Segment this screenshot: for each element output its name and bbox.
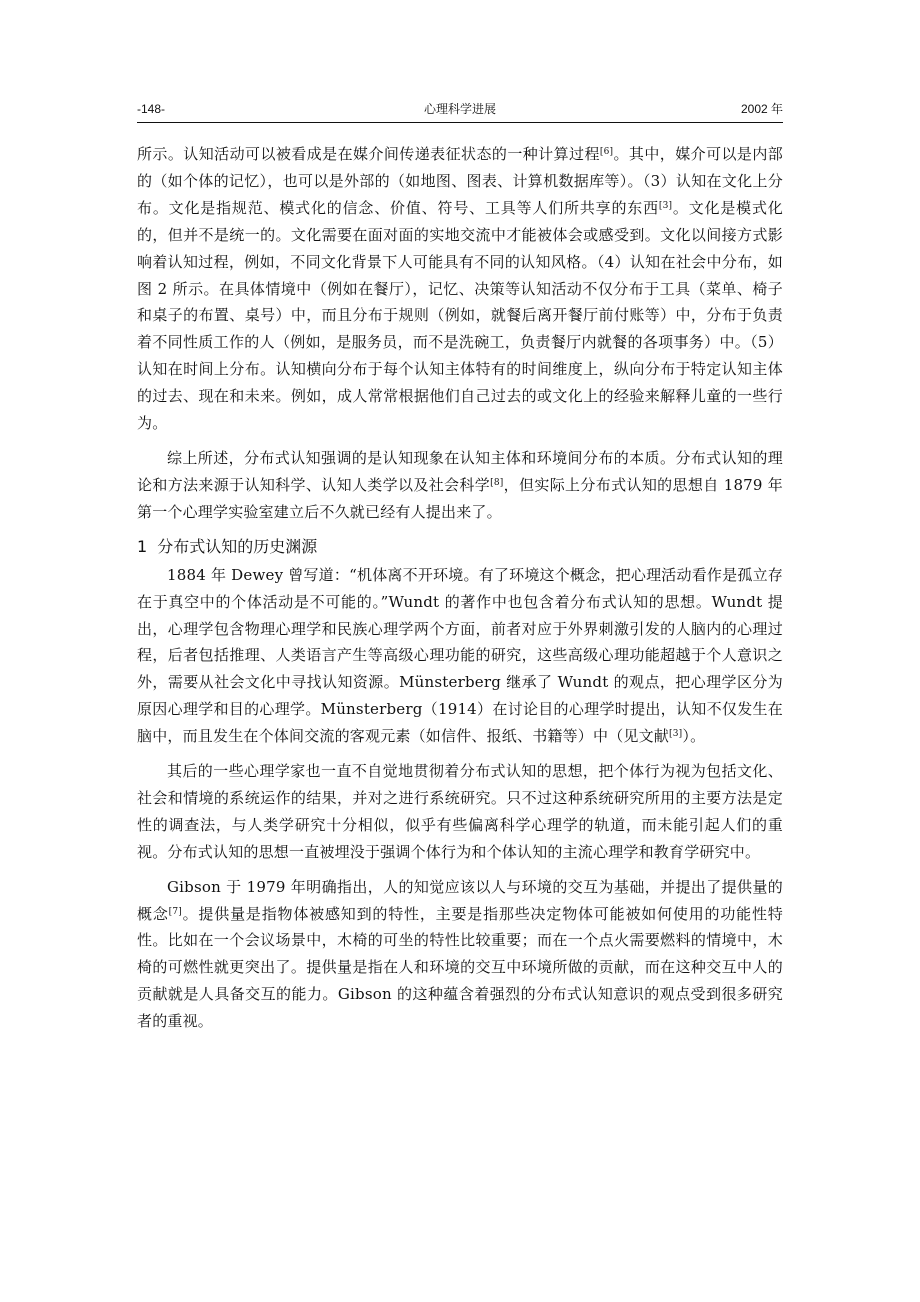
paragraph-text: ，但实际上分布式认知的思想自 1879 年第一个心理学实验室建立后不久就已经有人提出来了。 [137,475,783,521]
paragraph-text: ）。 [682,727,706,746]
citation: [8] [490,477,504,488]
citation: [7] [168,906,182,917]
paragraph-text: 1884 年 Dewey 曾写道：“机体离不开环境。有了环境这个概念，把心理活动看作是孤立存在于真空中的个体活动是不可能的。”Wundt 的著作中也包含着分布式认知的思想。Wundt 提出，心理学包含物理心理学和民族心理学两个方面，前者对应于外界刺激引发的人脑内的心理过程，后者包括推理、人类语言产生等高级心理功能的研究，这些高级心理功能超越于个人意识之外，需要从社会文化中寻找认知资源。Münsterberg 继承了 Wundt 的观点，把心理学区分为原因心理学和目的心理学。Münsterberg（1914）在讨论目的心理学时提出，认知不仅发生在脑中，而且发生在个体间交流的客观元素（如信件、报纸、书籍等）中（见文献 [137,565,783,746]
section-title: 分布式认知的历史渊源 [157,536,318,556]
paragraph-history [137,562,783,750]
paragraph-continued [137,141,783,437]
section-number: 1 [137,536,148,556]
publication-year: 2002 年 [740,102,783,116]
paragraph-gibson [137,874,783,1035]
paragraph-text: 。提供量是指物体被感知到的特性，主要是指那些决定物体可能被如何使用的功能性特性。比如在一个会议场景中，木椅的可坐的特性比较重要；而在一个点火需要燃料的情境中，木椅的可燃性就更突出了。提供量是指在人和环境的交互中环境所做的贡献，而在这种交互中人的贡献就是人具备交互的能力。Gibson 的这种蕴含着强烈的分布式认知意识的观点受到很多研究者的重视。 [137,904,783,1031]
paragraph-text: 。其中，媒介可以是内部的（如个体的记忆），也可以是外部的（如地图、图表、计算机数据库等）。（3）认知在文化上分布。文化是指规范、模式化的信念、价值、符号、工具等人们所共享的东西 [137,145,783,217]
page-number: -148- [137,102,166,116]
running-header [137,96,783,122]
paragraph-summary [137,445,783,526]
citation: [3] [669,729,683,740]
journal-title: 心理科学进展 [423,102,496,116]
section-heading [137,532,783,562]
citation: [6] [599,147,614,158]
paragraph-text: 。文化是模式化的，但并不是统一的。文化需要在面对面的实地交流中才能被体会或感受到。文化以间接方式影响着认知过程，例如，不同文化背景下人可能具有不同的认知风格。（4）认知在社会中分布，如图 2 所示。在具体情境中（例如在餐厅），记忆、决策等认知活动不仅分布于工具（菜单、椅子和桌子的布置、桌号）中，而且分布于规则（例如，就餐后离开餐厅前付账等）中，分布于负责着不同性质工作的人（例如，是服务员，而不是洗碗工，负责餐厅内就餐的各项事务）中。（5）认知在时间上分布。认知横向分布于每个认知主体特有的时间维度上，纵向分布于特定认知主体的过去、现在和未来。例如，成人常常根据他们自己过去的或文化上的经验来解释儿童的一些行为。 [137,198,783,433]
document-page [137,96,783,1035]
paragraph-later: 其后的一些心理学家也一直不自觉地贯彻着分布式认知的思想，把个体行为视为包括文化、社会和情境的系统运作的结果，并对之进行系统研究。只不过这种系统研究所用的主要方法是定性的调查法，与人类学研究十分相似，似乎有些偏离科学心理学的轨道，而未能引起人们的重视。分布式认知的思想一直被埋没于强调个体行为和个体认知的主流心理学和教育学研究中。 [137,762,783,861]
paragraph-text: 所示。认知活动可以被看成是在媒介间传递表征状态的一种计算过程 [137,145,600,163]
citation: [3] [658,200,673,211]
paragraph-text: Gibson 于 1979 年明确指出，人的知觉应该以人与环境的交互为基础，并提出了提供量的概念 [137,877,783,923]
header-rule [137,122,783,123]
paragraph-text: 综上所述，分布式认知强调的是认知现象在认知主体和环境间分布的本质。分布式认知的理论和方法来源于认知科学、认知人类学以及社会科学 [137,448,783,494]
